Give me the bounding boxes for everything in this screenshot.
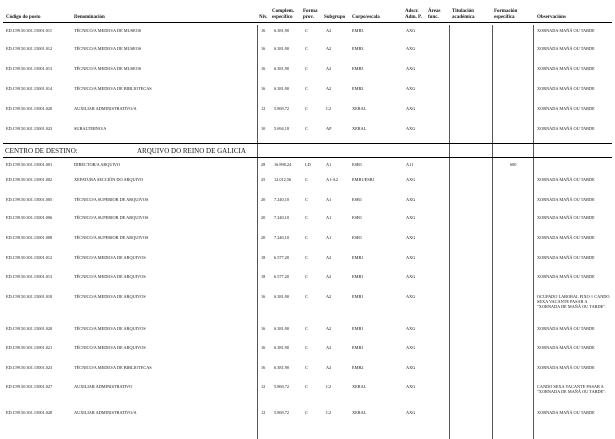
denomination-cell: AUXILIAR ADMINISTRATIVO — [74, 384, 133, 389]
header-complemento-top: Complem. — [272, 9, 295, 14]
observations-cell: CANDO SEXA VACANTE PASAR A "XORNADA DE MAÑÁ OU TARDE". — [537, 384, 607, 395]
admin-assignment-cell: AXG — [406, 255, 416, 260]
provision-form-cell: C — [305, 255, 308, 260]
observations-cell: XORNADA MAÑÁ OU TARDE — [537, 235, 595, 240]
observations-cell: XORNADA MAÑÁ OU TARDE — [537, 365, 595, 370]
level-cell: 12 — [261, 410, 266, 415]
specific-complement-cell: 5.694,18 — [274, 126, 290, 131]
header-denominacion: Denominación — [74, 15, 105, 20]
provision-form-cell: LD — [305, 162, 311, 167]
body-scale-cell: EMB1 — [352, 274, 364, 279]
level-cell: 12 — [261, 384, 266, 389]
admin-assignment-cell: AXG — [406, 177, 416, 182]
provision-form-cell: C — [305, 126, 308, 131]
subgroup-cell: C2 — [326, 384, 332, 389]
subgroup-cell: C2 — [326, 410, 332, 415]
subgroup-cell: A2 — [326, 274, 332, 279]
specific-complement-cell: 6.381,90 — [274, 46, 290, 51]
position-code-cell: ED.C99.50.301.15001.001 — [6, 162, 53, 167]
denomination-cell: TÉCNICO/A SUPERIOR DE ARQUIVOS — [74, 215, 149, 220]
specific-complement-cell: 6.381,90 — [274, 86, 290, 91]
body-scale-cell: XERAL — [352, 126, 367, 131]
observations-cell: XORNADA MAÑÁ OU TARDE — [537, 126, 595, 131]
column-divider — [533, 25, 534, 439]
position-code-cell: ED.C99.50.301.15001.005 — [6, 197, 53, 202]
position-code-cell: ED.C99.50.301.15001.012 — [6, 46, 53, 51]
level-cell: 16 — [261, 66, 266, 71]
level-cell: 12 — [261, 106, 266, 111]
body-scale-cell: XERAL — [352, 410, 367, 415]
denomination-cell: TÉCNICO/A MEDIO/A DE ARQUIVOS — [74, 274, 146, 279]
subgroup-cell: A2 — [326, 28, 332, 33]
position-code-cell: ED.C99.50.301.15001.013 — [6, 274, 53, 279]
specific-complement-cell: 6.381,90 — [274, 66, 290, 71]
denomination-cell: TÉCNICO/A MEDIO/A DE ARQUIVOS — [74, 294, 146, 299]
admin-assignment-cell: AXG — [406, 126, 416, 131]
level-cell: 10 — [261, 126, 266, 131]
header-titulacion-top: Titulación — [452, 9, 474, 14]
admin-assignment-cell: AXG — [406, 410, 416, 415]
body-scale-cell: ESB1 — [352, 197, 363, 202]
section-value: ARQUIVO DO REINO DE GALICIA — [137, 147, 246, 155]
section-rule-top — [3, 143, 612, 144]
section-label: CENTRO DE DESTINO: — [5, 147, 78, 155]
denomination-cell: TÉCNICO/A MEDIO/A DE BIBLIOTECAS — [74, 86, 152, 91]
subgroup-cell: A1 — [326, 215, 332, 220]
body-scale-cell: ESB1 — [352, 215, 363, 220]
provision-form-cell: C — [305, 177, 308, 182]
body-scale-cell: ESB1 — [352, 162, 363, 167]
position-code-cell: ED.C99.50.301.15001.028 — [6, 410, 53, 415]
level-cell: 18 — [261, 255, 266, 260]
level-cell: 28 — [261, 162, 266, 167]
subgroup-cell: A2 — [326, 345, 332, 350]
admin-assignment-cell: AXG — [406, 86, 416, 91]
position-code-cell: ED.C99.50.301.15001.014 — [6, 86, 53, 91]
position-code-cell: ED.C99.50.301.15001.023 — [6, 365, 53, 370]
admin-assignment-cell: AXG — [406, 215, 416, 220]
observations-cell: XORNADA MAÑÁ OU TARDE — [537, 345, 595, 350]
admin-assignment-cell: AXG — [406, 46, 416, 51]
header-corpo: Corpo/escala — [352, 15, 380, 20]
body-scale-cell: ESB1 — [352, 235, 363, 240]
subgroup-cell: A2 — [326, 294, 332, 299]
position-code-cell: ED.C99.50.301.15001.023 — [6, 126, 53, 131]
position-code-cell: ED.C99.50.301.15001.006 — [6, 215, 53, 220]
subgroup-cell: A1 — [326, 197, 332, 202]
observations-cell: XORNADA MAÑÁ OU TARDE — [537, 106, 595, 111]
body-scale-cell: EMB3 — [352, 28, 364, 33]
observations-cell: XORNADA MAÑÁ OU TARDE — [537, 197, 595, 202]
denomination-cell: TÉCNICO/A MEDIO/A DE MUSEOS — [74, 46, 142, 51]
specific-complement-cell: 6.381,90 — [274, 345, 290, 350]
observations-cell: XORNADA MAÑÁ OU TARDE — [537, 255, 595, 260]
position-code-cell: ED.C99.50.301.15001.008 — [6, 235, 53, 240]
specific-complement-cell: 6.381,90 — [274, 326, 290, 331]
provision-form-cell: C — [305, 294, 308, 299]
level-cell: 16 — [261, 326, 266, 331]
header-titulacion-bottom: académica — [452, 15, 475, 20]
denomination-cell: DIRECTOR/A ARQUIVO — [74, 162, 121, 167]
position-code-cell: ED.C99.50.301.15001.012 — [6, 255, 53, 260]
denomination-cell: AUXILIAR ADMINISTRATIVO/A — [74, 410, 137, 415]
observations-cell: OCUPADO LABORAL FIXO // CANDO SEXA VACANTE PASAR A "XORNADA DE MAÑÁ OU TARDE". — [537, 294, 610, 310]
body-scale-cell: EMB1/ESB1 — [352, 177, 375, 182]
subgroup-cell: AP — [326, 126, 332, 131]
body-scale-cell: XERAL — [352, 384, 367, 389]
admin-assignment-cell: AXG — [406, 326, 416, 331]
header-subgrupo: Subgrupo — [324, 15, 346, 20]
denomination-cell: TÉCNICO/A SUPERIOR DE ARQUIVOS — [74, 235, 149, 240]
provision-form-cell: C — [305, 28, 308, 33]
provision-form-cell: C — [305, 197, 308, 202]
observations-cell: XORNADA MAÑÁ OU TARDE — [537, 215, 595, 220]
column-divider — [492, 25, 493, 439]
header-codigo: Código do posto — [6, 15, 41, 20]
level-cell: 16 — [261, 46, 266, 51]
position-code-cell: ED.C99.50.301.15001.021 — [6, 345, 53, 350]
admin-assignment-cell: AXG — [406, 365, 416, 370]
body-scale-cell: EMB2 — [352, 86, 364, 91]
header-adscr-top: Adscr. — [405, 9, 419, 14]
body-scale-cell: EMB1 — [352, 255, 364, 260]
level-cell: 20 — [261, 197, 266, 202]
header-niv: Niv. — [259, 15, 268, 20]
denomination-cell: XEFATURA SECCIÓN DO ARQUIVO — [74, 177, 144, 182]
position-code-cell: ED.C99.50.301.15001.020 — [6, 326, 53, 331]
denomination-cell: TÉCNICO/A MEDIO/A DE ARQUIVOS — [74, 345, 146, 350]
observations-cell: XORNADA MAÑÁ OU TARDE — [537, 326, 595, 331]
specific-complement-cell: 6.381,90 — [274, 294, 290, 299]
provision-form-cell: C — [305, 86, 308, 91]
body-scale-cell: EMB3 — [352, 46, 364, 51]
body-scale-cell: XERAL — [352, 106, 367, 111]
specific-complement-cell: 6.577,20 — [274, 255, 290, 260]
header-complemento-bottom: específico — [272, 15, 293, 20]
subgroup-cell: A1-A2 — [326, 177, 338, 182]
subgroup-cell: C2 — [326, 106, 332, 111]
header-rule — [3, 22, 612, 23]
provision-form-cell: C — [305, 215, 308, 220]
column-divider — [449, 25, 450, 439]
provision-form-cell: C — [305, 326, 308, 331]
level-cell: 16 — [261, 294, 266, 299]
observations-cell: XORNADA MAÑÁ OU TARDE — [537, 46, 595, 51]
subgroup-cell: A2 — [326, 46, 332, 51]
admin-assignment-cell: A11 — [406, 162, 414, 167]
header-forma-bottom: prov. — [303, 15, 314, 20]
specific-complement-cell: 7.240,10 — [274, 197, 290, 202]
position-code-cell: ED.C99.50.301.15001.011 — [6, 28, 53, 33]
observations-cell: XORNADA MAÑÁ OU TARDE — [537, 66, 595, 71]
specific-complement-cell: 6.577,20 — [274, 274, 290, 279]
body-scale-cell: EMB1 — [352, 326, 364, 331]
header-forma-top: Forma — [303, 9, 318, 14]
admin-assignment-cell: AXG — [406, 384, 416, 389]
position-code-cell: ED.C99.50.301.15001.018 — [6, 294, 53, 299]
position-code-cell: ED.C99.50.301.15001.027 — [6, 384, 53, 389]
denomination-cell: AUXILIAR ADMINISTRATIVO/A — [74, 106, 137, 111]
specific-complement-cell: 7.240,10 — [274, 235, 290, 240]
specific-complement-cell: 16.898,24 — [274, 162, 292, 167]
provision-form-cell: C — [305, 106, 308, 111]
specific-complement-cell: 5.869,72 — [274, 410, 290, 415]
denomination-cell: TÉCNICO/A MEDIO/A DE BIBLIOTECAS — [74, 365, 152, 370]
level-cell: 20 — [261, 215, 266, 220]
header-formacion-top: Formación — [494, 9, 518, 14]
position-code-cell: ED.C99.50.301.15001.020 — [6, 106, 53, 111]
header-areas-bottom: func. — [428, 15, 439, 20]
admin-assignment-cell: AXG — [406, 294, 416, 299]
body-scale-cell: EMB1 — [352, 294, 364, 299]
admin-assignment-cell: AXG — [406, 28, 416, 33]
admin-assignment-cell: AXG — [406, 106, 416, 111]
provision-form-cell: C — [305, 66, 308, 71]
position-code-cell: ED.C99.50.301.15001.013 — [6, 66, 53, 71]
level-cell: 20 — [261, 235, 266, 240]
provision-form-cell: C — [305, 365, 308, 370]
header-observacions: Observacións — [537, 15, 566, 20]
subgroup-cell: A2 — [326, 365, 332, 370]
admin-assignment-cell: AXG — [406, 197, 416, 202]
position-code-cell: ED.C99.50.301.15001.002 — [6, 177, 53, 182]
provision-form-cell: C — [305, 410, 308, 415]
observations-cell: XORNADA MAÑÁ OU TARDE — [537, 28, 595, 33]
specific-complement-cell: 6.381,90 — [274, 365, 290, 370]
observations-cell: XORNADA MAÑÁ OU TARDE — [537, 177, 595, 182]
subgroup-cell: A2 — [326, 66, 332, 71]
header-areas-top: Áreas — [428, 9, 441, 14]
specific-complement-cell: 7.240,10 — [274, 215, 290, 220]
level-cell: 16 — [261, 345, 266, 350]
denomination-cell: TÉCNICO/A MEDIO/A DE ARQUIVOS — [74, 326, 146, 331]
provision-form-cell: C — [305, 384, 308, 389]
specific-training-cell: 600 — [510, 162, 517, 167]
level-cell: 16 — [261, 86, 266, 91]
subgroup-cell: A2 — [326, 255, 332, 260]
section-rule-bottom — [3, 157, 612, 158]
denomination-cell: TÉCNICO/A MEDIO/A DE MUSEOS — [74, 28, 142, 33]
level-cell: 16 — [261, 28, 266, 33]
denomination-cell: TÉCNICO/A SUPERIOR DE ARQUIVOS — [74, 197, 149, 202]
denomination-cell: TÉCNICO/A MEDIO/A DE MUSEOS — [74, 66, 142, 71]
body-scale-cell: EMB1 — [352, 345, 364, 350]
specific-complement-cell: 5.869,72 — [274, 106, 290, 111]
denomination-cell: SUBALTERNO/A — [74, 126, 107, 131]
body-scale-cell: EMB3 — [352, 66, 364, 71]
subgroup-cell: A1 — [326, 162, 332, 167]
column-divider — [257, 25, 258, 439]
specific-complement-cell: 6.381,90 — [274, 28, 290, 33]
provision-form-cell: C — [305, 345, 308, 350]
subgroup-cell: A2 — [326, 86, 332, 91]
body-scale-cell: EMB2 — [352, 365, 364, 370]
observations-cell: XORNADA MAÑÁ OU TARDE — [537, 410, 595, 415]
provision-form-cell: C — [305, 274, 308, 279]
subgroup-cell: A2 — [326, 326, 332, 331]
level-cell: 25 — [261, 177, 266, 182]
subgroup-cell: A1 — [326, 235, 332, 240]
provision-form-cell: C — [305, 46, 308, 51]
header-formacion-bottom: específica — [494, 15, 515, 20]
provision-form-cell: C — [305, 235, 308, 240]
admin-assignment-cell: AXG — [406, 274, 416, 279]
level-cell: 16 — [261, 365, 266, 370]
admin-assignment-cell: AXG — [406, 345, 416, 350]
admin-assignment-cell: AXG — [406, 235, 416, 240]
admin-assignment-cell: AXG — [406, 66, 416, 71]
observations-cell: XORNADA MAÑÁ OU TARDE — [537, 274, 595, 279]
header-adscr-bottom: Adm. P. — [405, 15, 422, 20]
level-cell: 18 — [261, 274, 266, 279]
specific-complement-cell: 5.869,72 — [274, 384, 290, 389]
observations-cell: XORNADA MAÑÁ OU TARDE — [537, 86, 595, 91]
denomination-cell: TÉCNICO/A MEDIO/A DE ARQUIVOS — [74, 255, 146, 260]
specific-complement-cell: 12.012,56 — [274, 177, 292, 182]
